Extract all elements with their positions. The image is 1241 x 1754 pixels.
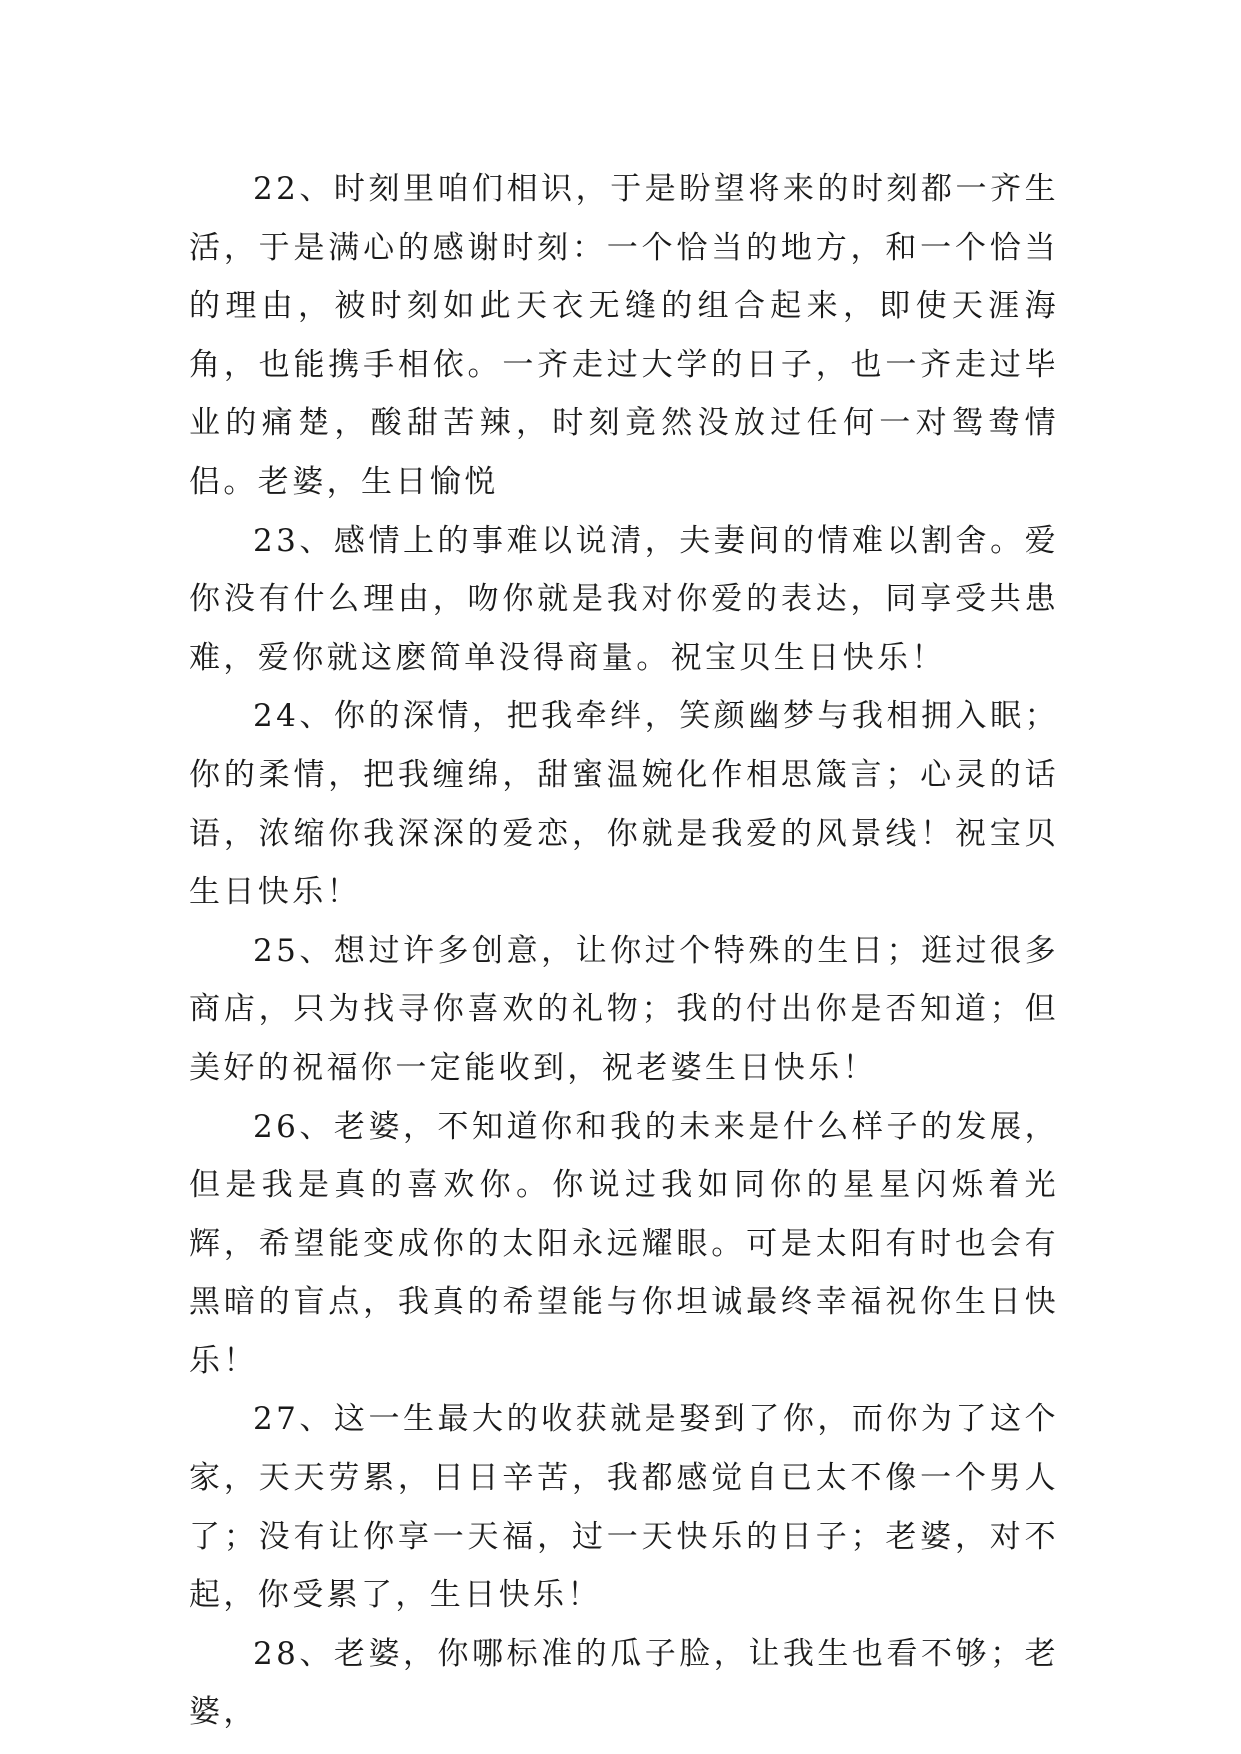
paragraph-28: 28、老婆，你哪标准的瓜子脸，让我生也看不够；老婆， (189, 1635, 1059, 1731)
paragraph-23: 23、感情上的事难以说清，夫妻间的情难以割舍。爱你没有什么理由，吻你就是我对你爱的表达，同享受共患难，爱你就这麽简单没得商量。祝宝贝生日快乐！ (189, 522, 1059, 676)
paragraph-25: 25、想过许多创意，让你过个特殊的生日；逛过很多商店，只为找寻你喜欢的礼物；我的付出你是否知道；但美好的祝福你一定能收到，祝老婆生日快乐！ (189, 932, 1059, 1086)
document-body (189, 160, 1059, 1742)
paragraph-24: 24、你的深情，把我牵绊，笑颜幽梦与我相拥入眠；你的柔情，把我缠绵，甜蜜温婉化作相思箴言；心灵的话语，浓缩你我深深的爱恋，你就是我爱的风景线！祝宝贝生日快乐！ (189, 698, 1059, 911)
paragraph-27: 27、这一生最大的收获就是娶到了你，而你为了这个家，天天劳累，日日辛苦，我都感觉自已太不像一个男人了；没有让你享一天福，过一天快乐的日子；老婆，对不起，你受累了，生日快乐！ (189, 1401, 1059, 1614)
paragraph-22: 22、时刻里咱们相识，于是盼望将来的时刻都一齐生活，于是满心的感谢时刻：一个恰当的地方，和一个恰当的理由，被时刻如此天衣无缝的组合起来，即使天涯海角，也能携手相依。一齐走过大学的日子，也一齐走过毕业的痛楚，酸甜苦辣，时刻竟然没放过任何一对鸳鸯情侣。老婆，生日愉悦 (189, 171, 1059, 500)
paragraph-26: 26、老婆，不知道你和我的未来是什么样子的发展，但是我是真的喜欢你。你说过我如同你的星星闪烁着光辉，希望能变成你的太阳永远耀眼。可是太阳有时也会有黑暗的盲点，我真的希望能与你坦诚最终幸福祝你生日快乐！ (189, 1108, 1059, 1379)
